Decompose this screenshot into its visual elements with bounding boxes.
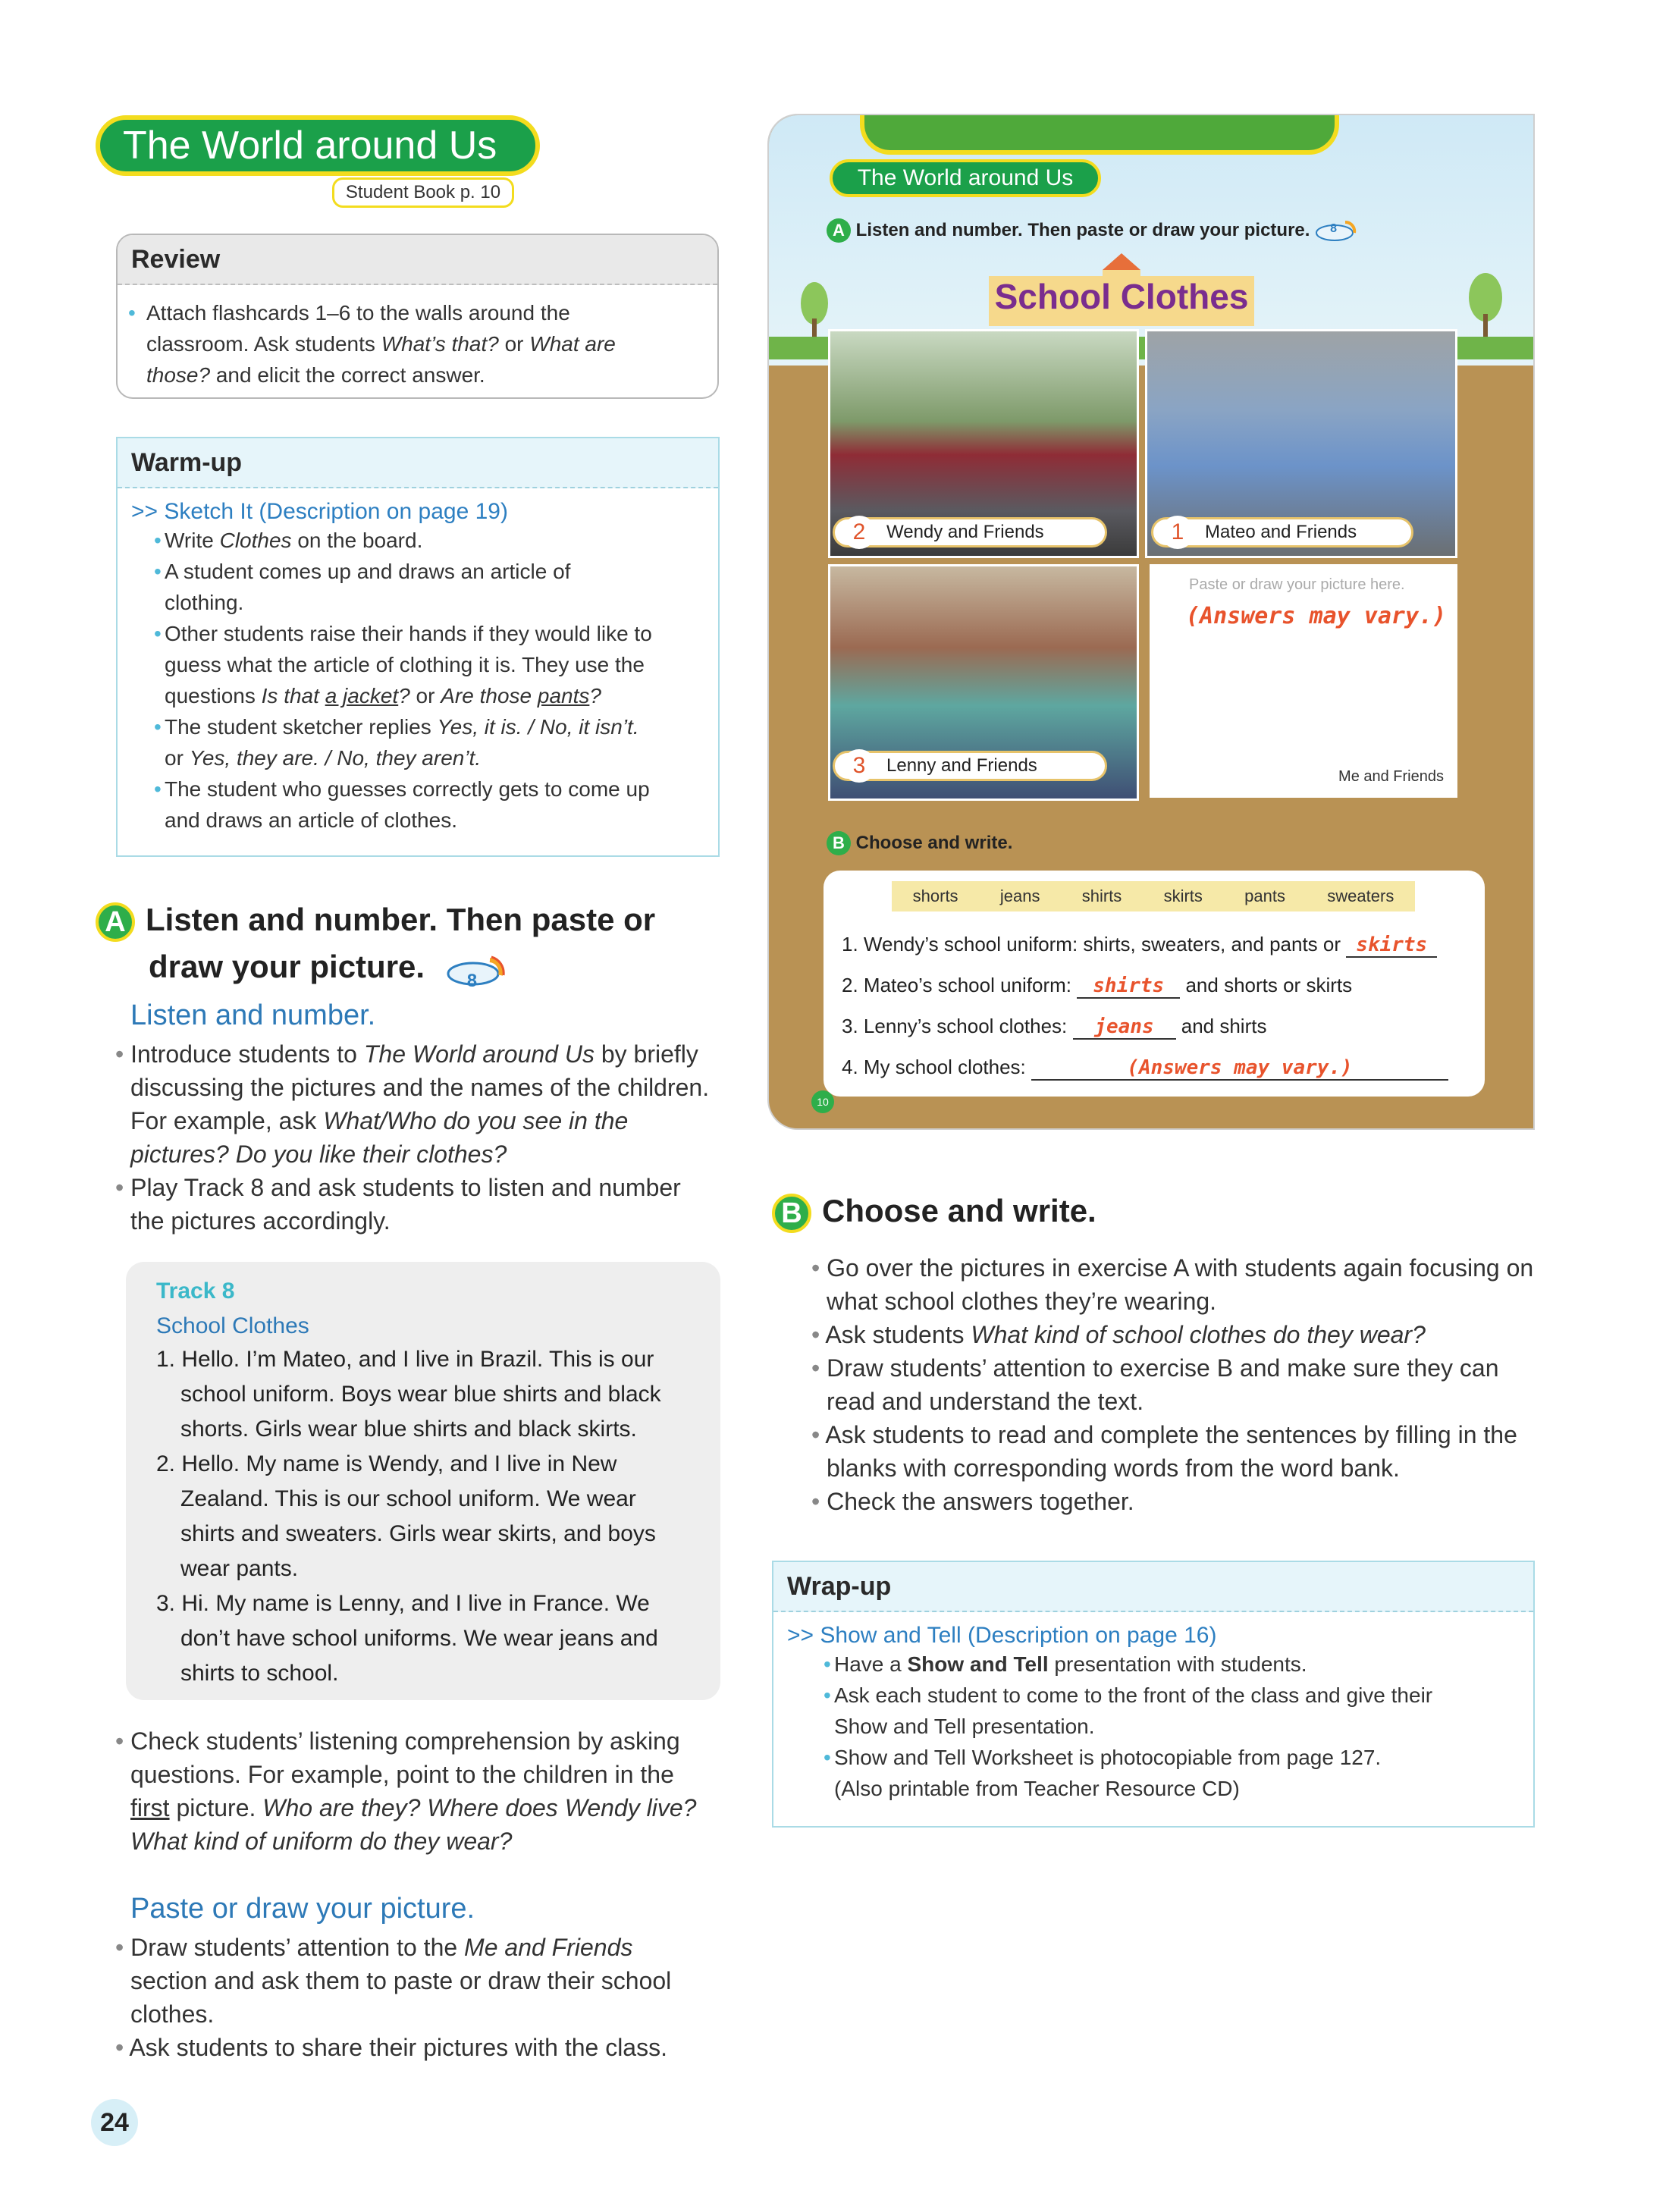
body-text: Ask students to read and complete the sentences by filling in the bbox=[825, 1421, 1517, 1448]
warmup-text: or bbox=[409, 684, 441, 708]
word-bank-item: shorts bbox=[912, 886, 958, 905]
review-text: or bbox=[498, 332, 530, 356]
bullet-icon: • bbox=[115, 1727, 131, 1755]
sentence-4 bbox=[842, 1056, 1471, 1081]
body-text: Who are they? Where does Wendy live? bbox=[262, 1794, 697, 1821]
track-number: 8 bbox=[466, 970, 478, 991]
school-clothes-sign: School Clothes bbox=[994, 277, 1249, 316]
title-badge: The World around Us bbox=[96, 115, 540, 176]
review-text: Attach flashcards 1–6 to the walls around the bbox=[146, 301, 570, 325]
page-number: 24 bbox=[91, 2099, 138, 2146]
transcript-line: shirts and sweaters. Girls wear skirts, and boys bbox=[180, 1521, 656, 1546]
bullet-icon: • bbox=[811, 1354, 827, 1382]
review-text: those? bbox=[146, 363, 211, 387]
grass-banner bbox=[860, 114, 1339, 155]
body-text: questions. For example, point to the children in the bbox=[130, 1761, 674, 1788]
wrapup-text: Show and Tell bbox=[907, 1652, 1049, 1676]
warmup-text: Clothes bbox=[219, 529, 292, 552]
student-book-instruction-a bbox=[827, 218, 1357, 243]
warmup-text: Other students raise their hands if they would like to bbox=[165, 622, 652, 645]
transcript-line: 3. Hi. My name is Lenny, and I live in France. We bbox=[156, 1591, 650, 1616]
body-text: discussing the pictures and the names of the children. bbox=[130, 1074, 710, 1101]
warmup-text: and draws an article of clothes. bbox=[165, 808, 457, 832]
body-text: Draw students’ attention to exercise B and make sure they can bbox=[827, 1354, 1499, 1382]
section-b-heading bbox=[772, 1188, 1530, 1235]
transcript-line: 2. Hello. My name is Wendy, and I live in New bbox=[156, 1451, 617, 1476]
body-text: read and understand the text. bbox=[827, 1388, 1144, 1415]
photo1-number: 1 bbox=[1161, 516, 1194, 549]
photo2-number: 2 bbox=[842, 516, 876, 549]
photo1-label: Mateo and Friends bbox=[1205, 522, 1357, 542]
track-subtitle: School Clothes bbox=[156, 1313, 309, 1338]
body-text: by briefly bbox=[594, 1040, 698, 1068]
sentence-1 bbox=[842, 933, 1471, 958]
bullet-icon: • bbox=[128, 301, 136, 325]
review-text: classroom. Ask students bbox=[146, 332, 381, 356]
body-text: Introduce students to bbox=[130, 1040, 364, 1068]
body-text: What kind of uniform do they wear? bbox=[130, 1828, 513, 1855]
body-text: the pictures accordingly. bbox=[130, 1207, 391, 1235]
photo3-caption bbox=[833, 751, 1107, 781]
body-text: Ask students bbox=[825, 1321, 971, 1348]
instruction-b-letter: B bbox=[827, 831, 851, 855]
bullet-icon: • bbox=[115, 1934, 131, 1961]
section-a-letter: A bbox=[96, 902, 135, 942]
transcript-line: don’t have school uniforms. We wear jeans and bbox=[180, 1626, 658, 1651]
body-text: Go over the pictures in exercise A with students again focusing on bbox=[827, 1254, 1534, 1282]
warmup-text: or bbox=[165, 746, 190, 770]
body-text: For example, ask bbox=[130, 1107, 324, 1134]
body-text: Ask students to share their pictures with the class. bbox=[129, 2034, 667, 2061]
bullet-icon: • bbox=[154, 622, 162, 645]
paste-answer: (Answers may vary.) bbox=[1186, 603, 1447, 629]
wrapup-heading: Wrap-up bbox=[773, 1562, 1533, 1612]
word-bank-item: pants bbox=[1244, 886, 1285, 905]
sentence-3 bbox=[842, 1015, 1471, 1040]
section-b-body bbox=[811, 1251, 1554, 1518]
bullet-icon: • bbox=[115, 1040, 131, 1068]
review-text: What’s that? bbox=[381, 332, 499, 356]
body-text: Check the answers together. bbox=[827, 1488, 1134, 1515]
instruction-b-text: Choose and write. bbox=[855, 833, 1013, 853]
student-book-badge: The World around Us bbox=[830, 159, 1101, 197]
cd-track-icon bbox=[1315, 221, 1357, 242]
student-book-instruction-b bbox=[827, 831, 1012, 855]
tree-icon bbox=[1467, 271, 1504, 344]
transcript-line: Zealand. This is our school uniform. We wear bbox=[180, 1486, 636, 1511]
word-bank-item: jeans bbox=[999, 886, 1040, 905]
section-b-title: Choose and write. bbox=[822, 1193, 1096, 1228]
photo3-label: Lenny and Friends bbox=[886, 755, 1037, 776]
sentence-text: and shorts or skirts bbox=[1185, 974, 1353, 996]
transcript-line: school uniform. Boys wear blue shirts and black bbox=[180, 1382, 661, 1407]
sentence-text: 3. Lenny’s school clothes: bbox=[842, 1015, 1068, 1037]
wrapup-text: Ask each student to come to the front of the class and give their bbox=[834, 1683, 1433, 1707]
track-transcript-box bbox=[126, 1262, 720, 1700]
body-text: blanks with corresponding words from the word bank. bbox=[827, 1454, 1400, 1482]
bullet-icon: • bbox=[154, 715, 162, 739]
me-and-friends-label: Me and Friends bbox=[1338, 768, 1444, 785]
warmup-text: A student comes up and draws an article of bbox=[165, 560, 571, 583]
review-heading: Review bbox=[118, 235, 717, 285]
body-text: Me and Friends bbox=[464, 1934, 633, 1961]
warmup-text: Are those bbox=[441, 684, 538, 708]
body-text: What/Who do you see in the bbox=[323, 1107, 629, 1134]
transcript-line: shirts to school. bbox=[180, 1661, 339, 1686]
answer-may-vary: (Answers may vary.) bbox=[1127, 1056, 1353, 1079]
warmup-text: questions bbox=[165, 684, 262, 708]
body-text: Check students’ listening comprehension by asking bbox=[130, 1727, 680, 1755]
wrapup-text: presentation with students. bbox=[1048, 1652, 1307, 1676]
tree-icon bbox=[799, 281, 830, 345]
sentence-text: 1. Wendy’s school uniform: shirts, sweaters, and pants or bbox=[842, 933, 1341, 955]
warmup-text: ? bbox=[589, 684, 601, 708]
bullet-icon: • bbox=[811, 1254, 827, 1282]
instruction-a-letter: A bbox=[827, 218, 851, 243]
student-book-reference: Student Book p. 10 bbox=[332, 177, 514, 208]
body-text: first bbox=[130, 1794, 170, 1821]
comprehension-check bbox=[115, 1724, 729, 1858]
wrapup-text: Have a bbox=[834, 1652, 908, 1676]
wrapup-box bbox=[772, 1561, 1535, 1828]
bullet-icon: • bbox=[115, 1174, 131, 1201]
word-bank-item: skirts bbox=[1163, 886, 1203, 905]
paste-draw-area[interactable] bbox=[1150, 564, 1457, 798]
wrapup-text: (Also printable from Teacher Resource CD) bbox=[834, 1777, 1240, 1800]
section-b-letter: B bbox=[772, 1194, 811, 1233]
word-bank bbox=[892, 881, 1415, 911]
section-a-body bbox=[115, 1037, 729, 1238]
bullet-icon: • bbox=[824, 1683, 831, 1707]
sentence-text: 4. My school clothes: bbox=[842, 1056, 1026, 1078]
warmup-text: Is that bbox=[261, 684, 325, 708]
bullet-icon: • bbox=[811, 1321, 826, 1348]
body-text: The World around Us bbox=[363, 1040, 595, 1068]
review-text: What are bbox=[529, 332, 616, 356]
photo3-number: 3 bbox=[842, 749, 876, 783]
warmup-text: guess what the article of clothing it is. They use the bbox=[165, 653, 645, 676]
sentence-text: and shirts bbox=[1181, 1015, 1267, 1037]
bullet-icon: • bbox=[811, 1421, 826, 1448]
sentence-2 bbox=[842, 974, 1471, 999]
wrapup-activity-title: >> Show and Tell (Description on page 16) bbox=[787, 1623, 1217, 1648]
bullet-icon: • bbox=[115, 2034, 130, 2061]
body-text: picture. bbox=[169, 1794, 263, 1821]
warmup-text: Write bbox=[165, 529, 220, 552]
answer-jeans: jeans bbox=[1094, 1015, 1154, 1038]
transcript-line: 1. Hello. I’m Mateo, and I live in Brazil. This is our bbox=[156, 1347, 654, 1372]
transcript-line: shorts. Girls wear blue shirts and black skirts. bbox=[180, 1417, 637, 1442]
bullet-icon: • bbox=[811, 1488, 827, 1515]
review-box bbox=[116, 234, 719, 399]
bullet-icon: • bbox=[824, 1746, 831, 1769]
bullet-icon: • bbox=[154, 560, 162, 583]
answer-skirts: skirts bbox=[1356, 933, 1428, 956]
body-text: what school clothes they’re wearing. bbox=[827, 1288, 1217, 1315]
photo2-caption bbox=[833, 517, 1107, 548]
body-text: pictures? Do you like their clothes? bbox=[130, 1141, 507, 1168]
paste-draw-subheading: Paste or draw your picture. bbox=[130, 1893, 475, 1925]
word-bank-item: shirts bbox=[1081, 886, 1122, 905]
warmup-text: ? bbox=[398, 684, 410, 708]
warmup-text: a jacket bbox=[325, 684, 399, 708]
review-body bbox=[118, 285, 717, 391]
warmup-activity-title: >> Sketch It (Description on page 19) bbox=[131, 499, 508, 524]
paste-draw-body bbox=[115, 1931, 729, 2064]
cd-track-icon bbox=[446, 953, 505, 991]
track-number: 8 bbox=[1330, 221, 1338, 235]
section-a-heading bbox=[96, 896, 748, 990]
section-a-title: Listen and number. Then paste or bbox=[146, 902, 656, 937]
word-bank-item: sweaters bbox=[1327, 886, 1394, 905]
warmup-heading: Warm-up bbox=[118, 438, 718, 488]
student-book-page-number: 10 bbox=[811, 1090, 834, 1113]
body-text: Draw students’ attention to the bbox=[130, 1934, 465, 1961]
wrapup-text: Show and Tell Worksheet is photocopiable from page 127. bbox=[834, 1746, 1382, 1769]
bullet-icon: • bbox=[154, 777, 162, 801]
body-text: clothes. bbox=[130, 2000, 215, 2028]
student-book-page bbox=[767, 114, 1535, 1130]
section-a-title: draw your picture. bbox=[149, 949, 425, 984]
warmup-text: clothing. bbox=[165, 591, 244, 614]
warmup-text: Yes, it is. / No, it isn’t. bbox=[437, 715, 639, 739]
transcript-line: wear pants. bbox=[180, 1556, 299, 1581]
photo1-caption bbox=[1151, 517, 1413, 548]
warmup-text: The student sketcher replies bbox=[165, 715, 438, 739]
listen-number-subheading: Listen and number. bbox=[130, 999, 376, 1031]
warmup-text: The student who guesses correctly gets to come up bbox=[165, 777, 650, 801]
warmup-box bbox=[116, 437, 720, 857]
word-exercise-box bbox=[824, 871, 1485, 1097]
body-text: section and ask them to paste or draw their school bbox=[130, 1967, 672, 1994]
answer-shirts: shirts bbox=[1093, 974, 1165, 997]
track-title: Track 8 bbox=[156, 1279, 235, 1304]
body-text: Play Track 8 and ask students to listen and number bbox=[130, 1174, 681, 1201]
wrapup-text: Show and Tell presentation. bbox=[834, 1715, 1095, 1738]
instruction-a-text: Listen and number. Then paste or draw your picture. bbox=[855, 220, 1310, 240]
sentence-text: 2. Mateo’s school uniform: bbox=[842, 974, 1071, 996]
warmup-text: pants bbox=[537, 684, 590, 708]
warmup-text: on the board. bbox=[291, 529, 423, 552]
bullet-icon: • bbox=[154, 529, 162, 552]
photo2-label: Wendy and Friends bbox=[886, 522, 1044, 542]
body-text: What kind of school clothes do they wear? bbox=[971, 1321, 1426, 1348]
review-text: and elicit the correct answer. bbox=[210, 363, 485, 387]
paste-hint: Paste or draw your picture here. bbox=[1189, 576, 1405, 593]
bullet-icon: • bbox=[824, 1652, 831, 1676]
warmup-text: Yes, they are. / No, they aren’t. bbox=[189, 746, 482, 770]
